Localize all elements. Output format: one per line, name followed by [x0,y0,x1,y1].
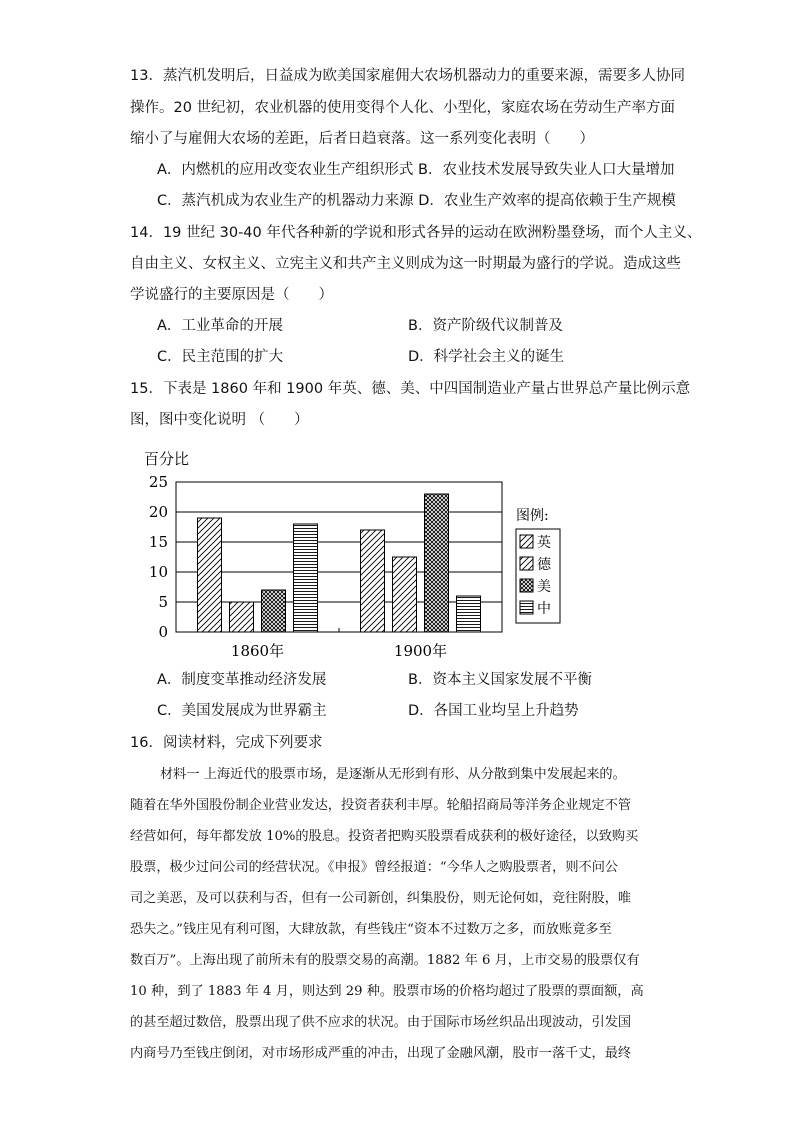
q16-material-line: 恐失之。”钱庄见有利可图，大肆放款，有些钱庄“资本不过数万之多，而放账竟多至 [130,922,612,937]
q13-stem-line-1: 13．蒸汽机发明后，日益成为欧美国家雇佣大农场机器动力的重要来源，需要多人协同 [130,68,685,84]
chart-legend [516,508,560,623]
q16-material-line: 随着在华外国股份制企业营业发达，投资者获利丰厚。轮船招商局等洋务企业规定不管 [130,798,632,813]
plot-area [149,473,502,660]
y-tick-label: 15 [148,533,168,551]
q15-option-c[interactable]: C．美国发展成为世界霸主 [157,703,327,719]
bar-美-1860年 [262,590,286,632]
q14-stem-line-3: 学说盛行的主要原因是（ ） [130,287,333,303]
q13-options-cd[interactable]: C．蒸汽机成为农业生产的机器动力来源 D．农业生产效率的提高依赖于生产规模 [157,193,676,209]
y-tick-label: 5 [158,593,168,611]
legend-swatch-中 [520,601,533,614]
q14-stem-line-2: 自由主义、女权主义、立宪主义和共产主义则成为这一时期最为盛行的学说。造成这些 [130,256,681,272]
q15-option-b[interactable]: B．资本主义国家发展不平衡 [408,672,592,688]
x-tick-label: 1900年 [393,642,448,660]
legend-swatch-德 [520,557,533,570]
bar-英-1900年 [361,530,385,632]
legend-title: 图例: [516,508,549,524]
q14-option-a[interactable]: A．工业革命的开展 [157,318,283,334]
q16-material-line: 数百万”。上海出现了前所未有的股票交易的高潮。1882 年 6 月，上市交易的股票仅有 [130,953,640,968]
q14-option-c[interactable]: C．民主范围的扩大 [157,349,284,365]
q16-material-line: 10 种，到了 1883 年 4 月，则达到 29 种。股票市场的价格均超过了股票的票面额，高 [130,984,644,999]
y-tick-label: 0 [158,623,168,641]
legend-swatch-英 [520,535,533,548]
bar-中-1900年 [457,596,481,632]
bar-德-1860年 [230,602,254,632]
q13-stem-line-3: 缩小了与雇佣大农场的差距，后者日趋衰落。这一系列变化表明（ ） [130,131,594,147]
legend-label: 美 [537,579,551,595]
q16-material-line: 经营如何，每年都发放 10%的股息。投资者把购买股票看成获利的极好途径，以致购买 [130,829,639,844]
legend-label: 德 [537,557,551,573]
q16-material-line: 材料一 上海近代的股票市场，是逐渐从无形到有形、从分散到集中发展起来的。 [160,767,626,782]
y-tick-label: 20 [148,503,168,521]
q15-option-a[interactable]: A．制度变革推动经济发展 [157,672,327,688]
q16-material-line: 司之美恶，及可以获利与否，但有一公司新创，纠集股份，则无论何如，竞往附股，唯 [130,891,632,906]
q15-stem-line-1: 15．下表是 1860 年和 1900 年英、德、美、中四国制造业产量占世界总产量比例示意 [130,381,691,397]
q15-option-d[interactable]: D．各国工业均呈上升趋势 [408,703,579,719]
q13-options-ab[interactable]: A．内燃机的应用改变农业生产组织形式 B．农业技术发展导致失业人口大量增加 [157,162,675,178]
manufacturing-share-chart [130,440,590,665]
q14-option-d[interactable]: D．科学社会主义的诞生 [408,349,565,365]
bar-中-1860年 [294,524,318,632]
q16-title: 16．阅读材料，完成下列要求 [130,735,323,751]
bar-美-1900年 [425,494,449,632]
q16-material-line: 的甚至超过数倍，股票出现了供不应求的状况。由于国际市场丝织品出现波动，引发国 [130,1015,632,1030]
legend-label: 中 [537,601,551,617]
y-tick-label: 25 [148,473,168,491]
legend-swatch-美 [520,579,533,592]
q14-stem-line-1: 14．19 世纪 30-40 年代各种新的学说和形式各异的运动在欧洲粉墨登场，而个人主义、 [130,225,702,241]
bar-英-1860年 [198,518,222,632]
x-tick-label: 1860年 [230,642,285,660]
q14-option-b[interactable]: B．资产阶级代议制普及 [408,318,563,334]
y-tick-label: 10 [148,563,168,581]
q16-material-line: 股票，极少过问公司的经营状况。《申报》曾经报道：“今华人之购股票者，则不问公 [130,860,619,875]
q16-material-line: 内商号乃至钱庄倒闭，对市场形成严重的冲击，出现了金融风潮，股市一落千丈，最终 [130,1046,632,1061]
plot-frame [176,482,502,632]
y-axis-label: 百分比 [144,450,190,468]
bar-德-1900年 [393,557,417,632]
legend-label: 英 [537,535,551,551]
q13-stem-line-2: 操作。20 世纪初，农业机器的使用变得个人化、小型化，家庭农场在劳动生产率方面 [130,100,676,116]
q15-stem-line-2: 图，图中变化说明 （ ） [130,412,309,428]
